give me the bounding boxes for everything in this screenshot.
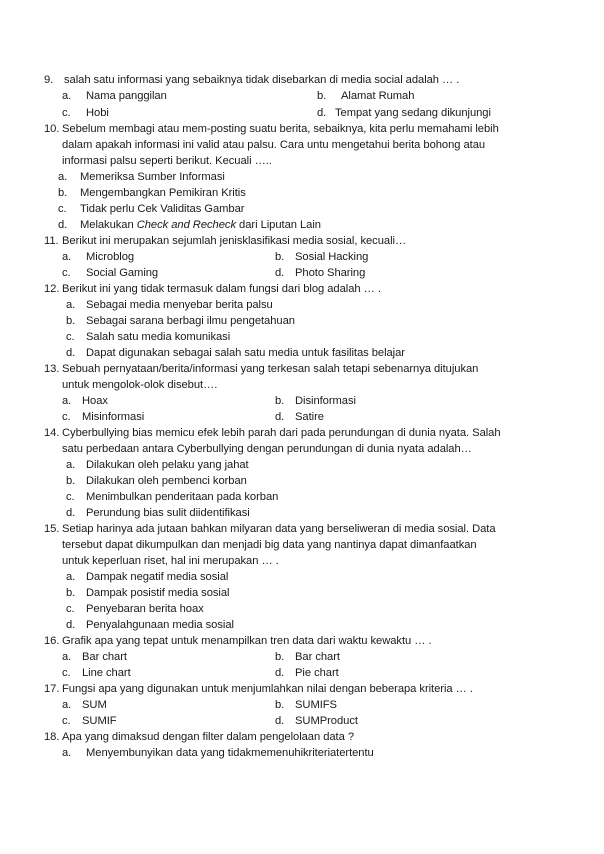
q15-option-b: b. Dampak posistif media sosial <box>66 587 230 599</box>
q16-option-a: a. Bar chart <box>62 651 127 663</box>
q14-option-d: d. Perundung bias sulit diidentifikasi <box>66 507 250 519</box>
question-10: 10. Sebelum membagi atau mem-posting suatu berita, sebaiknya, kita perlu memahami lebih <box>44 123 499 135</box>
question-14-line-2: satu perbedaan antara Cyberbullying dengan perundungan di dunia nyata adalah… <box>62 443 472 455</box>
q10-option-b: b. Mengembangkan Pemikiran Kritis <box>58 187 246 199</box>
question-15-line-2: tersebut dapat dikumpulkan dan menjadi big data yang nantinya dapat dimanfaatkan <box>62 539 477 551</box>
q17-option-d: d. SUMProduct <box>275 715 358 727</box>
question-12: 12. Berikut ini yang tidak termasuk dalam fungsi dari blog adalah … . <box>44 283 381 295</box>
q10-option-d: d. Melakukan Check and Recheck dari Liputan Lain <box>58 219 321 231</box>
q15-option-c: c. Penyebaran berita hoax <box>66 603 204 615</box>
question-9: 9. salah satu informasi yang sebaiknya tidak disebarkan di media social adalah … . <box>44 74 460 86</box>
q14-option-a: a. Dilakukan oleh pelaku yang jahat <box>66 459 249 471</box>
q11-option-a: a. Microblog <box>62 251 135 263</box>
q17-option-b: b. SUMIFS <box>275 699 337 711</box>
q12-option-a: a. Sebagai media menyebar berita palsu <box>66 299 273 311</box>
question-17: 17. Fungsi apa yang digunakan untuk menjumlahkan nilai dengan beberapa kriteria … . <box>44 683 473 695</box>
q10-option-c: c. Tidak perlu Cek Validitas Gambar <box>58 203 245 215</box>
q12-option-c: c. Salah satu media komunikasi <box>66 331 231 343</box>
q14-option-b: b. Dilakukan oleh pembenci korban <box>66 475 247 487</box>
q12-option-b: b. Sebagai sarana berbagi ilmu pengetahuan <box>66 315 295 327</box>
q12-option-d: d. Dapat digunakan sebagai salah satu media untuk fasilitas belajar <box>66 347 405 359</box>
q13-option-b: b. Disinformasi <box>275 395 356 407</box>
q16-option-d: d. Pie chart <box>275 667 339 679</box>
q13-option-c: c. Misinformasi <box>62 411 145 423</box>
question-11: 11. Berikut ini merupakan sejumlah jenisklasifikasi media sosial, kecuali… <box>44 235 407 247</box>
question-10-line-2: dalam apakah informasi ini valid atau palsu. Cara untu mengetahui berita bohong atau <box>62 139 486 151</box>
question-18: 18. Apa yang dimaksud dengan filter dalam pengelolaan data ? <box>44 731 355 743</box>
q15-option-a: a. Dampak negatif media sosial <box>66 571 229 583</box>
question-16: 16. Grafik apa yang tepat untuk menampilkan tren data dari waktu kewaktu … . <box>44 635 432 647</box>
question-10-line-3: informasi palsu seperti berikut. Kecuali ….. <box>62 155 272 167</box>
q13-option-d: d. Satire <box>275 411 324 423</box>
question-15: 15. Setiap harinya ada jutaan bahkan milyaran data yang berseliweran di media sosial. Data <box>44 523 496 535</box>
question-13-line-2: untuk mengolok-olok disebut…. <box>62 379 218 391</box>
q13-option-a: a. Hoax <box>62 395 108 407</box>
q14-option-c: c. Menimbulkan penderitaan pada korban <box>66 491 279 503</box>
q17-option-a: a. SUM <box>62 699 107 711</box>
q9-option-b: b. Alamat Rumah <box>317 90 415 102</box>
q9-option-c: c. Hobi <box>62 107 109 119</box>
q10-option-a: a. Memeriksa Sumber Informasi <box>58 171 225 183</box>
q17-option-c: c. SUMIF <box>62 715 117 727</box>
q9-option-d: d. Tempat yang sedang dikunjungi <box>317 107 491 119</box>
q18-option-a: a. Menyembunyikan data yang tidakmemenuhikriteriatertentu <box>62 747 374 759</box>
question-14: 14. Cyberbullying bias memicu efek lebih parah dari pada perundungan di dunia nyata. Salah <box>44 427 501 439</box>
q11-option-d: d. Photo Sharing <box>275 267 366 279</box>
q11-option-c: c. Social Gaming <box>62 267 159 279</box>
q16-option-b: b. Bar chart <box>275 651 340 663</box>
q15-option-d: d. Penyalahgunaan media sosial <box>66 619 234 631</box>
q9-option-a: a. Nama panggilan <box>62 90 167 102</box>
q16-option-c: c. Line chart <box>62 667 131 679</box>
q11-option-b: b. Sosial Hacking <box>275 251 369 263</box>
question-15-line-3: untuk keperluan riset, hal ini merupakan … . <box>62 555 279 567</box>
question-13: 13. Sebuah pernyataan/berita/informasi yang terkesan salah tetapi sebenarnya ditujukan <box>44 363 479 375</box>
